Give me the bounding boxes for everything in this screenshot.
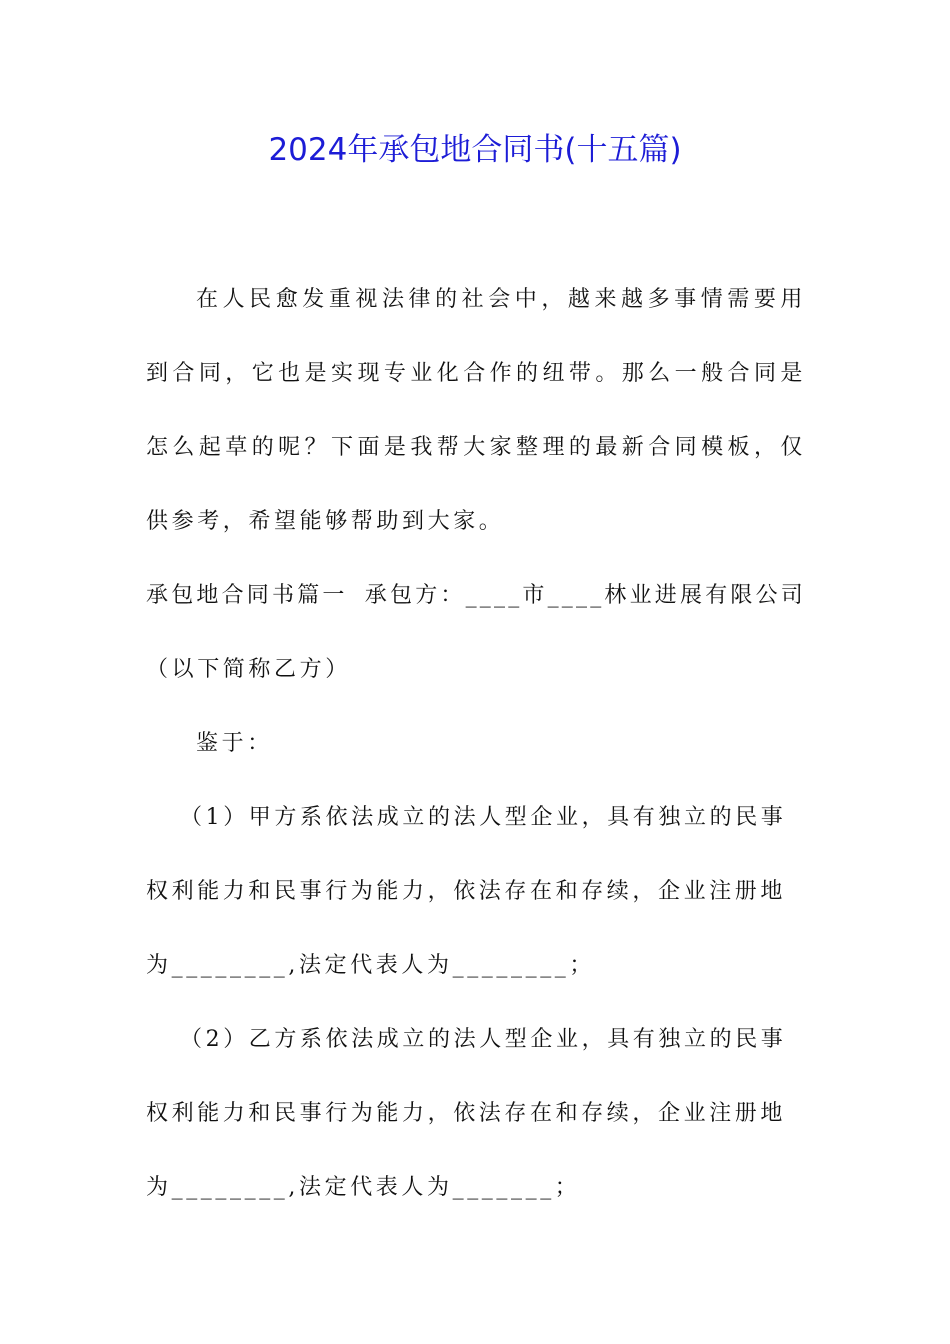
contractor-note: （以下简称乙方） [146,657,351,682]
document-title: 2024年承包地合同书(十五篇) [268,132,682,168]
contractor-line: 承包方：____市____林业进展有限公司 [364,583,806,608]
clause-2: （2）乙方系依法成立的法人型企业，具有独立的民事权利能力和民事行为能力，依法存在和存续，企业注册地为________,法定代表人为_______； [146,1027,787,1200]
section-heading-line [146,559,806,633]
whereas-label: 鉴于： [196,731,273,756]
clause-1: （1）甲方系依法成立的法人型企业，具有独立的民事权利能力和民事行为能力，依法存在和存续，企业注册地为________,法定代表人为________； [146,805,787,978]
intro-paragraph: 在人民愈发重视法律的社会中，越来越多事情需要用到合同，它也是实现专业化合作的纽带。那么一般合同是怎么起草的呢？下面是我帮大家整理的最新合同模板，仅供参考，希望能够帮助到大家。 [146,287,806,534]
section-heading: 承包地合同书篇一 [146,583,348,608]
document-body [146,263,806,1225]
